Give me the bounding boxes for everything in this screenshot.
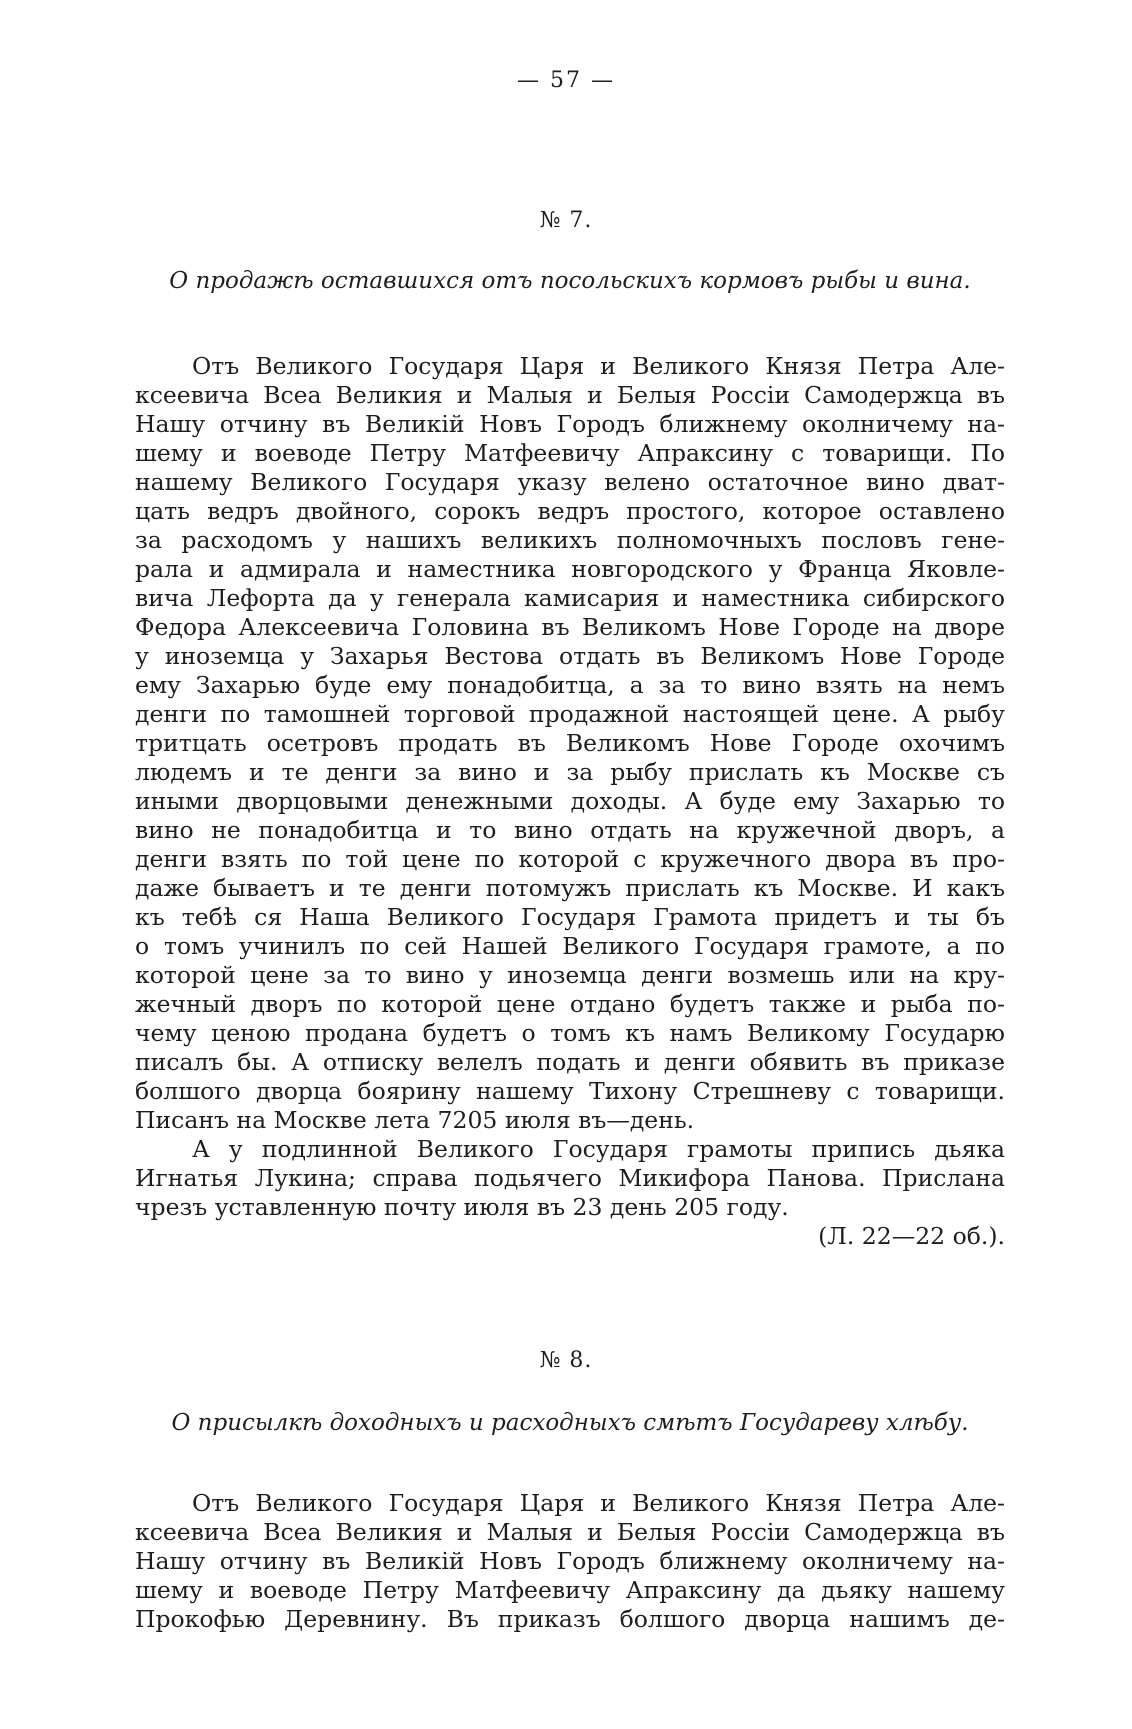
text-line: чему ценою продана будетъ о томъ къ намъ Великому Государю [135, 1019, 1005, 1047]
text-line: Федора Алексеевича Головина въ Великомъ Нове Городе на дворе [135, 613, 1005, 641]
text-line: Писанъ на Москве лета 7205 июля въ—день. [135, 1106, 695, 1134]
text-line: даже бываетъ и те денги потомужъ прислать къ Москве. И какъ [135, 874, 1005, 902]
text-line: писалъ бы. А отписку велелъ подать и денги обявить въ приказе [135, 1048, 1005, 1076]
text-line: денги по тамошней торговой продажной настоящей цене. А рыбу [135, 700, 1005, 728]
note-line: А у подлинной Великого Государя грамоты припись дьяка [192, 1135, 1005, 1163]
text-line: болшого дворца боярину нашему Тихону Стрешневу с товарищи. [135, 1077, 1005, 1105]
text-line: нашему Великого Государя указу велено остаточное вино дват- [135, 468, 1005, 496]
text-line: которой цене за то вино у иноземца денги возмешь или на кру- [135, 961, 1005, 989]
doc8-body [135, 1489, 1005, 1634]
text-line: Нашу отчину въ Великій Новъ Городъ ближнему околничему на- [135, 1547, 1005, 1575]
note-line: чрезъ уставленную почту июля въ 23 день 205 году. [135, 1193, 789, 1221]
text-line: цать ведръ двойного, сорокъ ведръ простого, которое оставлено [135, 497, 1005, 525]
doc7-title: О продажѣ оставшихся отъ посольскихъ кормовъ рыбы и вина. [169, 268, 971, 294]
text-line: Нашу отчину въ Великій Новъ Городъ ближнему околничему на- [135, 410, 1005, 438]
text-line: людемъ и те денги за вино и за рыбу прислать къ Москве съ [135, 758, 1005, 786]
text-line: тритцать осетровъ продать въ Великомъ Нове Городе охочимъ [135, 729, 1005, 757]
doc8-title: О присылкѣ доходныхъ и расходныхъ смѣтъ Государеву хлѣбу. [171, 1410, 969, 1436]
text-line: за расходомъ у нашихъ великихъ полномочныхъ пословъ гене- [135, 526, 1005, 554]
text-line: денги взять по той цене по которой с кружечного двора въ про- [135, 845, 1005, 873]
page-number: — 57 — [517, 68, 615, 93]
text-line: жечный дворъ по которой цене отдано будетъ также и рыба по- [135, 990, 1005, 1018]
text-line: ему Захарью буде ему понадобитца, а за то вино взять на немъ [135, 671, 1005, 699]
text-line: Прокофью Деревнину. Въ приказъ болшого дворца нашимъ де- [135, 1605, 1005, 1633]
reference-line: (Л. 22—22 об.). [818, 1222, 1005, 1250]
text-line: ксеевича Всеа Великия и Малыя и Белыя Россіи Самодержца въ [135, 1518, 1005, 1546]
text-line: Отъ Великого Государя Царя и Великого Князя Петра Але- [192, 1489, 1005, 1517]
doc7-number: № 7. [539, 208, 593, 233]
note-line: Игнатья Лукина; справа подьячего Микифора Панова. Прислана [135, 1164, 1005, 1192]
text-line: иными дворцовыми денежными доходы. А буде ему Захарью то [135, 787, 1005, 815]
text-line: о томъ учинилъ по сей Нашей Великого Государя грамоте, а по [135, 932, 1005, 960]
text-line: шему и воеводе Петру Матфеевичу Апраксину да дьяку нашему [135, 1576, 1005, 1604]
text-line: вино не понадобитца и то вино отдать на кружечной дворъ, а [135, 816, 1005, 844]
text-line: шему и воеводе Петру Матфеевичу Апраксину с товарищи. По [135, 439, 1005, 467]
text-line: Отъ Великого Государя Царя и Великого Князя Петра Але- [192, 352, 1005, 380]
text-line: вича Лефорта да у генерала камисария и наместника сибирского [135, 584, 1005, 612]
text-line: у иноземца у Захарья Вестова отдать въ Великомъ Нове Городе [135, 642, 1005, 670]
doc8-number: № 8. [539, 1348, 593, 1373]
doc7-body [135, 352, 1005, 1251]
text-line: рала и адмирала и наместника новгородского у Франца Яковле- [135, 555, 1005, 583]
text-line: къ тебѣ ся Наша Великого Государя Грамота придетъ и ты бъ [135, 903, 1005, 931]
text-line: ксеевича Всеа Великия и Малыя и Белыя Россіи Самодержца въ [135, 381, 1005, 409]
